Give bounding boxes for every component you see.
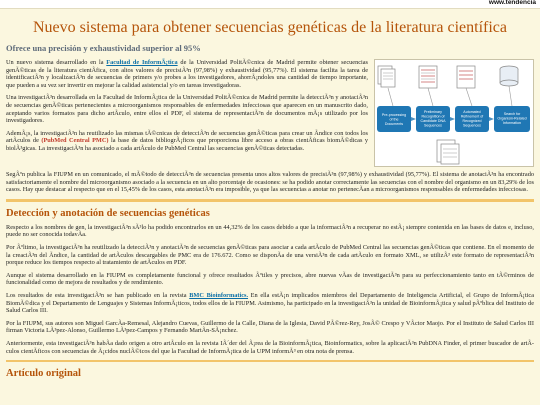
pipeline-diagram — [375, 60, 533, 166]
bmc-bioinformatics-link[interactable]: BMC Bioinformatics. — [189, 291, 249, 299]
section-divider-2 — [6, 360, 534, 362]
section1-paragraph-4: Los resultados de esta investigaciÃ³n se han publicado en la revista BMC Bioinformatics. En ella estÃ¡n implicados miembros del Departamento de Inteligencia Artificial, el Grupo de InformÃ¡tica BiomÃ©dica y el Departamento de Lenguajes y Sistemas InformÃ¡ticos, todos ellos de la FIUPM. Asimismo, ha participado en la investigaciÃ³n la unidad de BioinformÃ¡tica y salud pÃºblica del Instituto de Salud Carlos III. — [6, 291, 534, 315]
section-title-deteccion: Detección y anotación de secuencias genéticas — [6, 207, 210, 219]
site-topbar — [0, 0, 540, 9]
article — [0, 19, 540, 379]
page-title: Nuevo sistema para obtener secuencias genéticas de la literatura científica — [33, 19, 507, 36]
refined-sequence-icon — [457, 66, 475, 88]
annotated-output-icon — [437, 140, 459, 164]
site-url[interactable]: www.tendencia — [488, 0, 536, 6]
section1-paragraph-6: Anteriormente, esta investigaciÃ³n habÃa dado origen a otro artÃculo en la revista IÃ´der del Ã¡rea de la BioinformÃ¡tica, Bioinformatics, sobre la aplicaciÃ³n PubDNA Finder, el primer buscador de artÃculos cientÃficos con secuencias de Ã¡cidos nuclÃ©icos del que la Facultad de InformÃ¡tica de la UPM informÃ³ en otra nota de prensa. — [6, 339, 534, 355]
intro-paragraph-1: Un nuevo sistema desarrollado en la Facultad de InformÃ¡tica de la Universidad PolitÃ©cnica de Madrid permite obtener secuencias genÃ©ticas de la literatura cientÃfica, con altos valores de precisiÃ³n (97,98%) y exhaustividad (95,77%). El sistema facilita la tarea de identificaciÃ³n y localizaciÃ³n de secuencias de primers y/o probes a los investigadores, ahorrÃ¡ndoles una cantidad de tiempo importante, que pueden a su vez ser invertir en mejorar la calidad asistencial y/o en tareas investigadoras. — [6, 59, 369, 89]
intro-section — [6, 59, 534, 194]
pipeline-label-3: Search for Organism-Related Information — [497, 112, 527, 125]
pipeline-label-2: Automated Refinement of Recognized Sequences — [460, 110, 484, 128]
section1-paragraph-1: Respecto a los nombres de gen, la investigaciÃ³n sÃ³lo ha podido encontrarlos en un 44,32% de los casos debido a que la informaciÃ³n a recuperar no estÃ¡ siempre contenida en las bases de datos e, incluso, puede no ser conocida todavÃa. — [6, 223, 534, 239]
intro-paragraph-4: SegÃºn publica la FIUPM en un comunicado, el mÃ©todo de detecciÃ³n de secuencias presenta unos altos valores de precisiÃ³n (97,98%) y exhaustividad (95,77%). El sistema de anotaciÃ³n ha encontrado satisfactoriamente el nombre del microorganismo asociado a la secuencia en un alto porcentaje de ocasiones: se ha podido anotar correctamente las secuencias con el nombre del organismo en un 83,29% de los casos. Hay que destacar al respecto que en el 15,45% de los casos, esta anotaciÃ³n era imposible, ya que las secuencias a anotar no pertenecÃan a microorganismos responsables de enfermedades infecciosas. — [6, 171, 534, 194]
section-divider — [6, 199, 534, 202]
connector-lines — [388, 86, 512, 106]
section1-paragraph-2: Por Ãºltimo, la investigaciÃ³n ha reutilizado la detecciÃ³n y anotaciÃ³n de secuencias genÃ©ticas para asociar a cada artÃculo de PubMed Central las secuencias genÃ©ticas que contiene. En el momento de la creaciÃ³n del Ãndice, la cantidad de artÃculos descargables de PMC era de 176.672. Como se disponÃa de una versiÃ³n de cada artÃculo en formato XML, se utilizÃ³ este formato de representaciÃ³n porque reduce los tiempos respecto al tratamiento de artÃculos en PDF. — [6, 243, 534, 267]
database-icon — [500, 66, 518, 86]
intro-paragraph-2: Una investigaciÃ³n desarrollada en la Facultad de InformÃ¡tica de la Universidad PolitÃ©cnica de Madrid permite la detecciÃ³n y anotaciÃ³n de secuencias genÃ©ticas pertenecientes a microorganismos responsables de enfermedades infecciosas que aparecen en un manuscrito dado, aceptando varios formatos para dicho artÃculo, entre ellos el PDF, el sistema de representaciÃ³n de documentos mÃ¡s utilizado por los investigadores. — [6, 94, 368, 125]
section-title-articulo-original: Artículo original — [6, 368, 81, 380]
facultad-informatica-link[interactable]: Facultad de InformÃ¡tica — [106, 59, 178, 66]
pipeline-label-0: Pre-processing of the Documents — [381, 113, 407, 126]
sequence-document-icon — [419, 66, 437, 88]
pipeline-figure — [374, 59, 534, 167]
section1-paragraph-3: Aunque el sistema desarrollado en la FIUPM es completamente funcional y ofrece resultados Ãºtiles y precisos, abre nuevas vÃas de investigaciÃ³n para su perfeccionamiento tanto en tÃ©rminos de funcionalidad como de mejora de resultados y de rendimiento. — [6, 271, 534, 287]
section1-paragraph-5: Por la FIUPM, sus autores son Miguel GarcÃa-Remesal, Alejandro Cuevas, Guillermo de la Calle, Diana de la Iglesia, David PÃ©rez-Rey, JosÃ© Crespo y VÃctor Maojo. Por el Instituto de Salud Carlos III firman Victoria LÃ³pez-Alonso, Guillermo LÃ³pez-Campos y Fernando MartÃn-SÃ¡nchez. — [6, 319, 534, 335]
pubmed-central-link[interactable]: (PubMed Central PMC) — [41, 137, 109, 145]
document-icon — [378, 66, 395, 87]
intro-paragraph-3: AdemÃ¡s, la investigaciÃ³n ha reutilizado las mismas tÃ©cnicas de detecciÃ³n de secuencias genÃ©ticas para crear un Ãndice con todos los artÃculos de (PubMed Central PMC) la base de datos bibliogrÃ¡ficos que proporciona libre acceso a obras cientÃficas biomÃ©dicas y biolÃ³gicas. La investigaciÃ³n ha asociado a cada artÃculo de PubMed Central las secuencias genÃ©ticas detectadas. — [6, 129, 368, 152]
pipeline-label-1: Preliminary Recognition of Candidate DNA Sequences — [420, 110, 446, 128]
page-subtitle: Ofrece una precisión y exhaustividad superior al 95% — [6, 43, 201, 53]
